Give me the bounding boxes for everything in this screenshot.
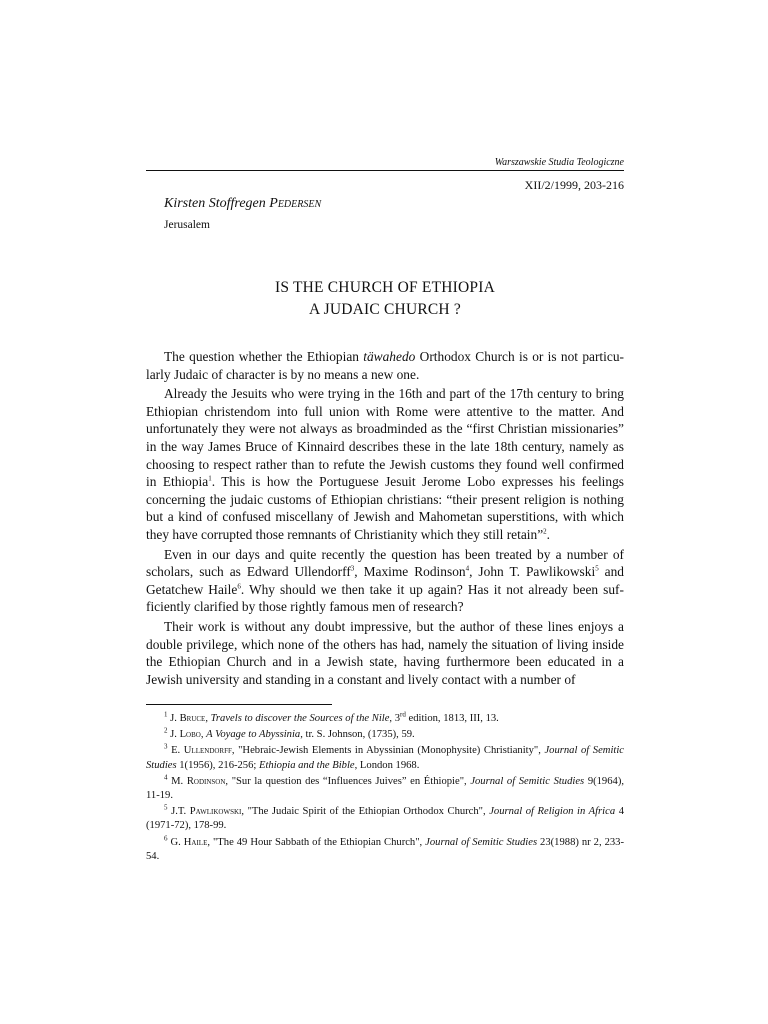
footnote-initials: G.: [170, 836, 184, 848]
footnote-ref-5[interactable]: 5: [595, 564, 599, 573]
footnote-initials: J.: [170, 713, 180, 724]
header-rule: [146, 170, 624, 171]
text-run: Even in our days and quite recently the question has been treated by a number of scholars, such as Edward Ullendorff: [146, 546, 624, 580]
body-text: [146, 348, 624, 690]
text-run: , Maxime Rodinson: [354, 564, 466, 580]
footnote-number: 5: [164, 803, 168, 812]
text-run: , "The Judaic Spirit of the Ethiopian Orthodox Church",: [241, 806, 490, 818]
footnote-ref-3[interactable]: 3: [350, 564, 355, 573]
author-given-names: Kirsten Stoffregen: [164, 196, 266, 211]
footnote-5: [146, 805, 624, 833]
title-line-2: A JUDAIC CHURCH ?: [309, 301, 461, 318]
footnote-initials: J.: [170, 729, 180, 741]
journal-name: Warszawskie Studia Teologiczne: [494, 157, 624, 168]
ordinal-suffix: rd: [400, 710, 406, 719]
footnote-journal: Journal of Semitic Studies: [146, 745, 624, 771]
footnote-author: Bruce: [179, 713, 206, 724]
paragraph-4: Their work is without any doubt impressive, but the author of these lines enjoys a double privilege, which none of the others has had, namely the situation of living inside the Ethiopian Church and in a Jewish state, having furthermore been educated in a Jewish university and standing in a constant and lively contact with a number of: [146, 618, 624, 687]
footnote-work: Ethiopia and the Bible: [259, 759, 355, 771]
text-run: edition, 1813, III, 13.: [405, 713, 499, 724]
text-run: , "Hebraic-Jewish Elements in Abyssinian (Monophysite) Christianity",: [231, 745, 545, 757]
text-run: , John T. Pawlikowski: [469, 564, 596, 580]
footnote-ref-2[interactable]: 2: [543, 527, 547, 536]
text-run: Already the Jesuits who were trying in the 16th and part of the 17th century to bring Ethiopian christendom into full union with Rome were attentive to the matter. And unfortunately they were not always as broadminded as the “first Christian missionaries” in the way James Bruce of Kinnaird describes these in the late 18th century, namely as choosing to respect rather than to refute the Jewish customs they found well confirmed in Ethiopia: [146, 386, 624, 490]
paragraph-3: [146, 546, 624, 616]
author-surname: Pedersen: [269, 196, 322, 211]
text-run: , "The 49 Hour Sabbath of the Ethiopian Church",: [207, 836, 426, 848]
footnote-initials: E.: [171, 745, 184, 757]
paragraph-1: [146, 348, 624, 383]
author-affiliation: Jerusalem: [164, 219, 210, 231]
text-run: , tr. S. Johnson, (1735), 59.: [300, 729, 415, 741]
footnote-ref-4[interactable]: 4: [465, 564, 470, 573]
text-run: 23(1988) nr 2, 233-54.: [146, 836, 624, 862]
text-run: , 3: [389, 713, 401, 724]
footnote-4: [146, 775, 624, 803]
text-run: , London 1968.: [354, 759, 420, 771]
text-run: , "Sur la question des “Influences Juives” en Éthiopie",: [225, 775, 471, 787]
title-line-1: IS THE CHURCH OF ETHIOPIA: [274, 279, 495, 296]
paragraph-2: [146, 385, 624, 543]
footnote-rule: [146, 704, 332, 705]
footnote-2: $^2$ J. Lobo, A Voyage to Abyssinia, tr. S. Johnson, (1735), 59.: [164, 726, 415, 741]
text-run: 1(1956), 216-256;: [176, 759, 259, 771]
footnote-author: Haile: [183, 836, 208, 848]
author-name: [164, 195, 321, 212]
footnote-author: Rodinson: [186, 775, 226, 787]
footnote-author: Pawlikowski: [189, 806, 242, 818]
footnote-number: 2: [164, 726, 168, 735]
footnote-initials: J.T.: [171, 806, 190, 818]
footnote-number: 1: [164, 710, 168, 719]
footnote-journal: Journal of Semitic Studies: [470, 775, 585, 787]
footnote-journal: Journal of Religion in Africa: [489, 806, 616, 818]
text-run: . Why should we then take it up again? Has it not already been sufficiently clarified by those rightly famous men of research?: [146, 581, 624, 615]
footnote-number: 4: [164, 773, 168, 782]
footnote-number: 6: [164, 834, 168, 843]
footnote-1: $^1$ J. Bruce, Travels to discover the Sources of the Nile, 3rd edition, 1813, III, 13.: [164, 710, 499, 724]
text-run: The question whether the Ethiopian: [164, 349, 364, 364]
footnote-work: Travels to discover the Sources of the Nile: [210, 713, 390, 724]
text-run: .: [546, 526, 551, 542]
footnote-author: Ullendorff: [183, 745, 232, 757]
footnote-ref-1[interactable]: 1: [208, 474, 212, 483]
footnote-number: 3: [164, 742, 168, 751]
footnote-work: A Voyage to Abyssinia: [206, 729, 301, 741]
footnote-journal: Journal of Semitic Studies: [425, 836, 538, 848]
footnote-author: Lobo: [179, 729, 201, 741]
text-run: and Getatchew Haile: [146, 564, 625, 597]
footnote-3: [146, 744, 624, 772]
text-run: 9(1964), 11-19.: [146, 775, 625, 802]
text-run: . This is how the Portuguese Jesuit Jerome Lobo expresses his feelings concerning the judaic customs of Ethiopian christians: “their present religion is nothing but a kind of confused miscellany of Jewish and Mahometan superstitions, with which they have corrupted those remnants of Christianity which they still retain”: [146, 474, 624, 542]
text-run: 4 (1971-72), 178-99.: [146, 806, 624, 832]
paper-title: [146, 277, 624, 321]
issue-citation: XII/2/1999, 203-216: [524, 178, 624, 192]
footnote-ref-6[interactable]: 6: [237, 582, 241, 591]
footnote-6: [146, 836, 624, 864]
footnote-initials: M.: [171, 775, 187, 787]
footnotes: [146, 712, 624, 866]
term-tawahedo: täwahedo: [363, 349, 416, 364]
text-run: Orthodox Church is or is not particularly Judaic of character is by no means a new one.: [146, 349, 624, 382]
